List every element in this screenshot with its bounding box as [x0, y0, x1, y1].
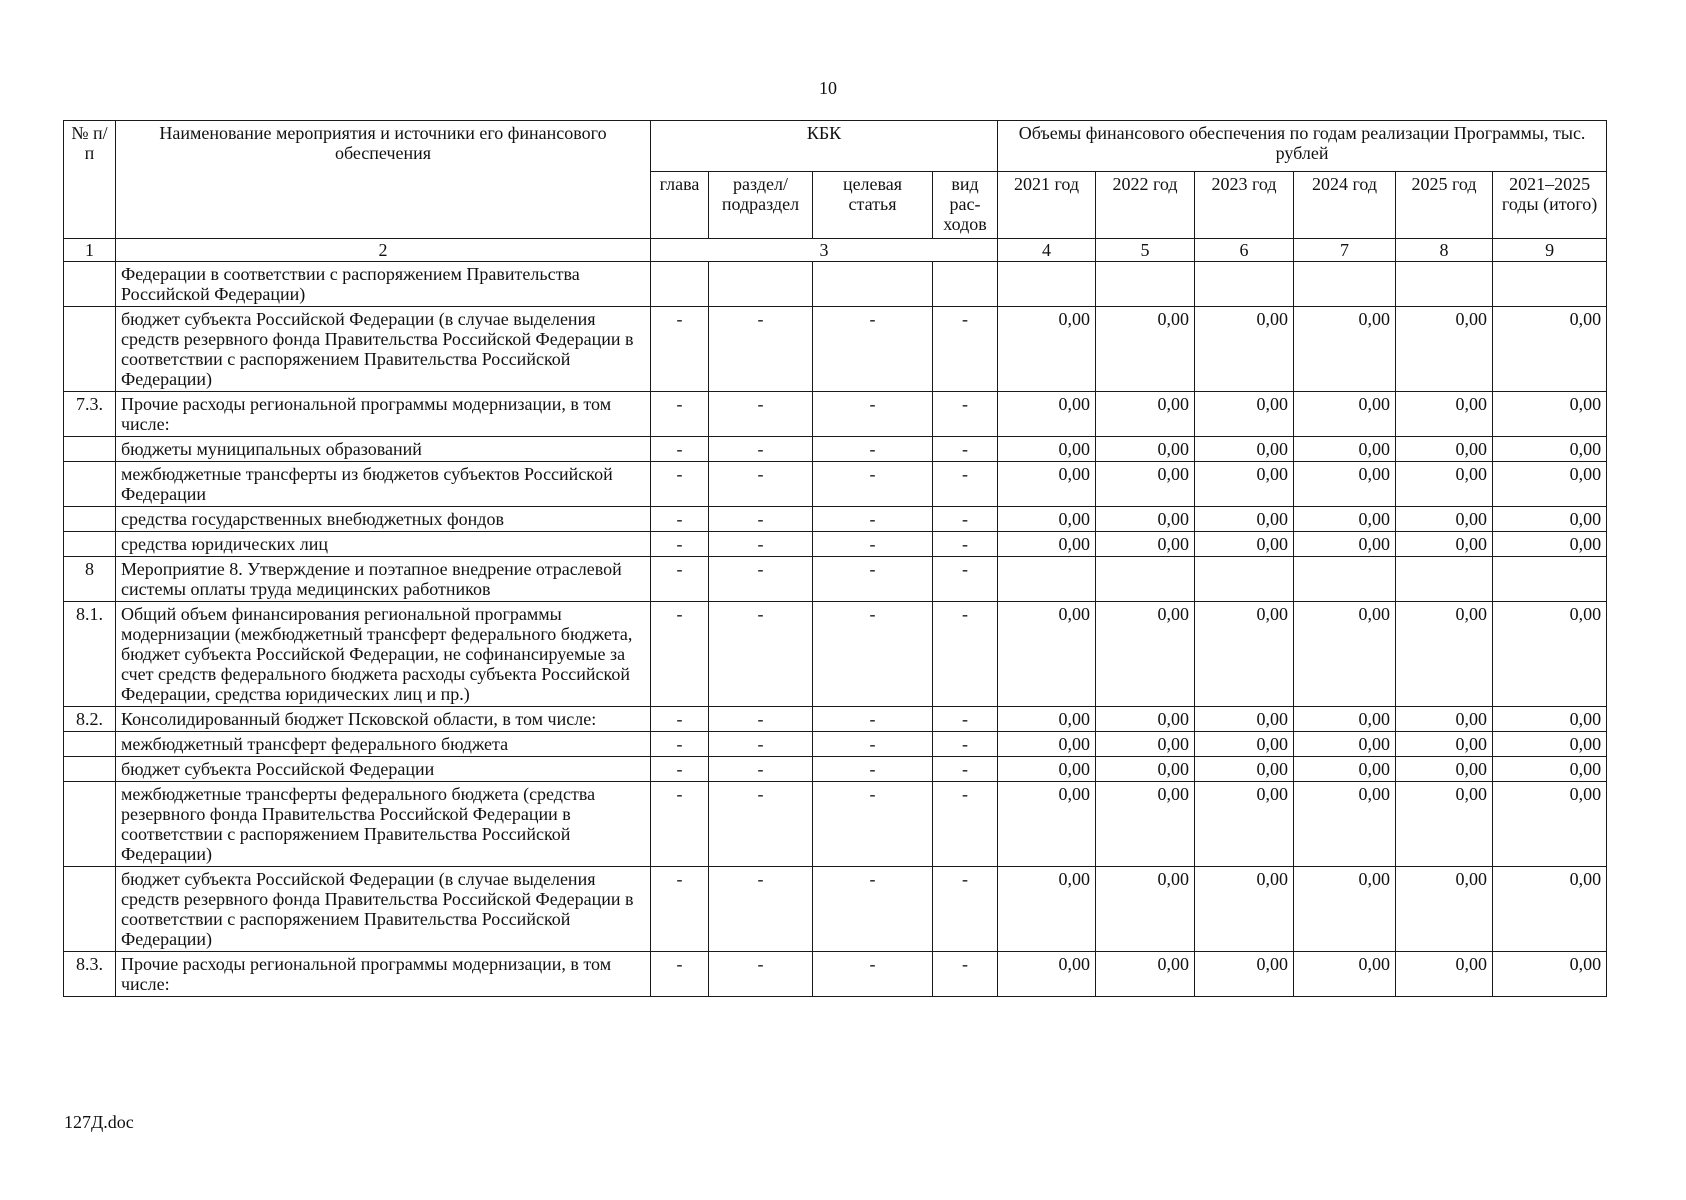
row-value-total: 0,00: [1493, 782, 1607, 867]
row-value-total: [1493, 262, 1607, 307]
row-name: Мероприятие 8. Утверждение и поэтапное внедрение отраслевой системы оплаты труда медицинских работников: [116, 557, 651, 602]
row-num: 8.2.: [64, 707, 116, 732]
row-value-2024: 0,00: [1294, 867, 1396, 952]
row-glava: -: [651, 557, 709, 602]
row-value-2023: 0,00: [1195, 952, 1294, 997]
row-value-2025: 0,00: [1396, 392, 1493, 437]
row-num: [64, 757, 116, 782]
row-celevaya: -: [813, 732, 933, 757]
row-num: 7.3.: [64, 392, 116, 437]
row-value-2025: 0,00: [1396, 732, 1493, 757]
row-num: [64, 867, 116, 952]
row-celevaya: -: [813, 307, 933, 392]
row-vid: -: [933, 867, 998, 952]
row-value-2024: [1294, 557, 1396, 602]
row-num: [64, 782, 116, 867]
row-value-2024: 0,00: [1294, 707, 1396, 732]
row-value-2025: 0,00: [1396, 867, 1493, 952]
table-row: [64, 262, 1607, 307]
row-glava: -: [651, 782, 709, 867]
row-celevaya: -: [813, 602, 933, 707]
table-row: [64, 952, 1607, 997]
row-value-total: 0,00: [1493, 462, 1607, 507]
row-glava: -: [651, 392, 709, 437]
row-value-total: 0,00: [1493, 707, 1607, 732]
row-razdel: -: [709, 462, 813, 507]
row-value-total: 0,00: [1493, 507, 1607, 532]
row-value-2022: 0,00: [1096, 462, 1195, 507]
row-value-2023: 0,00: [1195, 532, 1294, 557]
row-value-2025: 0,00: [1396, 757, 1493, 782]
row-value-2021: 0,00: [998, 867, 1096, 952]
row-value-2025: 0,00: [1396, 437, 1493, 462]
row-value-2023: 0,00: [1195, 782, 1294, 867]
row-name: бюджеты муниципальных образований: [116, 437, 651, 462]
column-number: 3: [651, 239, 998, 262]
column-number: 4: [998, 239, 1096, 262]
header-2024: 2024 год: [1294, 172, 1396, 239]
row-celevaya: [813, 262, 933, 307]
row-value-total: 0,00: [1493, 952, 1607, 997]
row-vid: -: [933, 782, 998, 867]
row-name: межбюджетные трансферты федерального бюджета (средства резервного фонда Правительства Российской Федерации в соответствии с распоряжением Правительства Российской Федерации): [116, 782, 651, 867]
row-num: 8: [64, 557, 116, 602]
row-value-2021: 0,00: [998, 707, 1096, 732]
row-value-2022: 0,00: [1096, 307, 1195, 392]
row-value-2021: 0,00: [998, 602, 1096, 707]
row-celevaya: -: [813, 392, 933, 437]
table-row: [64, 782, 1607, 867]
row-glava: -: [651, 532, 709, 557]
row-value-2024: 0,00: [1294, 602, 1396, 707]
row-num: [64, 462, 116, 507]
row-value-2024: 0,00: [1294, 782, 1396, 867]
table-row: [64, 707, 1607, 732]
column-number: 1: [64, 239, 116, 262]
row-razdel: -: [709, 952, 813, 997]
row-value-2022: 0,00: [1096, 507, 1195, 532]
row-value-2024: 0,00: [1294, 437, 1396, 462]
column-number: 2: [116, 239, 651, 262]
row-glava: -: [651, 867, 709, 952]
header-razdel: раздел/ подраздел: [709, 172, 813, 239]
row-num: [64, 437, 116, 462]
column-number: 7: [1294, 239, 1396, 262]
row-value-2025: 0,00: [1396, 532, 1493, 557]
row-value-2021: 0,00: [998, 952, 1096, 997]
row-vid: -: [933, 757, 998, 782]
row-value-total: 0,00: [1493, 732, 1607, 757]
row-value-2025: [1396, 262, 1493, 307]
row-value-2022: 0,00: [1096, 707, 1195, 732]
row-value-2023: 0,00: [1195, 707, 1294, 732]
row-value-2022: 0,00: [1096, 867, 1195, 952]
row-value-2023: 0,00: [1195, 307, 1294, 392]
row-name: бюджет субъекта Российской Федерации (в случае выделения средств резервного фонда Правительства Российской Федерации в соответствии с распоряжением Правительства Российской Федерации): [116, 307, 651, 392]
row-name: Федерации в соответствии с распоряжением Правительства Российской Федерации): [116, 262, 651, 307]
row-value-2023: 0,00: [1195, 757, 1294, 782]
financing-table: [63, 120, 1607, 997]
row-value-2024: 0,00: [1294, 507, 1396, 532]
row-celevaya: -: [813, 507, 933, 532]
row-razdel: -: [709, 782, 813, 867]
row-vid: -: [933, 507, 998, 532]
row-razdel: -: [709, 392, 813, 437]
column-number: 9: [1493, 239, 1607, 262]
row-razdel: -: [709, 867, 813, 952]
row-num: 8.1.: [64, 602, 116, 707]
row-celevaya: -: [813, 952, 933, 997]
row-value-2024: [1294, 262, 1396, 307]
table-row: [64, 602, 1607, 707]
row-value-2023: 0,00: [1195, 732, 1294, 757]
row-value-2022: 0,00: [1096, 392, 1195, 437]
row-value-2022: 0,00: [1096, 532, 1195, 557]
row-name: Прочие расходы региональной программы модернизации, в том числе:: [116, 952, 651, 997]
row-razdel: -: [709, 732, 813, 757]
row-name: средства юридических лиц: [116, 532, 651, 557]
row-value-2021: [998, 262, 1096, 307]
row-value-2025: 0,00: [1396, 602, 1493, 707]
table-row: [64, 532, 1607, 557]
table-row: [64, 392, 1607, 437]
table-row: [64, 867, 1607, 952]
row-value-2021: 0,00: [998, 392, 1096, 437]
column-number: 5: [1096, 239, 1195, 262]
row-value-2024: 0,00: [1294, 532, 1396, 557]
table-row: [64, 307, 1607, 392]
row-num: [64, 307, 116, 392]
row-value-2025: 0,00: [1396, 707, 1493, 732]
header-2025: 2025 год: [1396, 172, 1493, 239]
row-name: Прочие расходы региональной программы модернизации, в том числе:: [116, 392, 651, 437]
header-row-1: [64, 121, 1607, 172]
row-celevaya: -: [813, 867, 933, 952]
row-value-total: [1493, 557, 1607, 602]
row-value-2022: 0,00: [1096, 602, 1195, 707]
row-glava: -: [651, 507, 709, 532]
header-kbk: КБК: [651, 121, 998, 172]
row-name: бюджет субъекта Российской Федерации (в случае выделения средств резервного фонда Правительства Российской Федерации в соответствии с распоряжением Правительства Российской Федерации): [116, 867, 651, 952]
row-glava: -: [651, 462, 709, 507]
header-celevaya: целевая статья: [813, 172, 933, 239]
row-celevaya: -: [813, 437, 933, 462]
column-number: 8: [1396, 239, 1493, 262]
row-glava: [651, 262, 709, 307]
row-value-2024: 0,00: [1294, 462, 1396, 507]
header-2021: 2021 год: [998, 172, 1096, 239]
row-razdel: -: [709, 307, 813, 392]
row-celevaya: -: [813, 462, 933, 507]
row-celevaya: -: [813, 782, 933, 867]
row-razdel: -: [709, 602, 813, 707]
row-name: Общий объем финансирования региональной программы модернизации (межбюджетный трансферт федерального бюджета, бюджет субъекта Российской Федерации, не софинансируемые за счет средств федерального бюджета расходы субъекта Российской Федерации, средства юридических лиц и пр.): [116, 602, 651, 707]
row-vid: -: [933, 532, 998, 557]
row-value-2021: 0,00: [998, 532, 1096, 557]
table-row: [64, 462, 1607, 507]
header-total: 2021–2025 годы (итого): [1493, 172, 1607, 239]
row-value-2025: 0,00: [1396, 782, 1493, 867]
header-vid: вид рас-ходов: [933, 172, 998, 239]
row-value-2021: 0,00: [998, 782, 1096, 867]
row-value-2025: 0,00: [1396, 507, 1493, 532]
row-num: [64, 262, 116, 307]
table-row: [64, 757, 1607, 782]
row-razdel: -: [709, 707, 813, 732]
row-value-2022: [1096, 262, 1195, 307]
row-glava: -: [651, 307, 709, 392]
row-value-2022: [1096, 557, 1195, 602]
row-value-total: 0,00: [1493, 437, 1607, 462]
row-value-total: 0,00: [1493, 307, 1607, 392]
row-num: [64, 507, 116, 532]
row-value-2025: 0,00: [1396, 462, 1493, 507]
row-value-2023: 0,00: [1195, 437, 1294, 462]
row-vid: [933, 262, 998, 307]
row-razdel: -: [709, 532, 813, 557]
row-value-total: 0,00: [1493, 757, 1607, 782]
row-value-2023: 0,00: [1195, 867, 1294, 952]
row-value-2022: 0,00: [1096, 952, 1195, 997]
row-value-2024: 0,00: [1294, 757, 1396, 782]
header-name: Наименование мероприятия и источники его финансового обеспечения: [116, 121, 651, 239]
header-2023: 2023 год: [1195, 172, 1294, 239]
row-value-2024: 0,00: [1294, 307, 1396, 392]
row-value-2023: [1195, 557, 1294, 602]
row-celevaya: -: [813, 557, 933, 602]
row-vid: -: [933, 307, 998, 392]
row-value-2021: 0,00: [998, 462, 1096, 507]
row-name: Консолидированный бюджет Псковской области, в том числе:: [116, 707, 651, 732]
row-celevaya: -: [813, 532, 933, 557]
row-vid: -: [933, 707, 998, 732]
row-value-2021: 0,00: [998, 437, 1096, 462]
row-razdel: -: [709, 757, 813, 782]
row-razdel: -: [709, 557, 813, 602]
row-num: [64, 532, 116, 557]
row-value-2021: 0,00: [998, 507, 1096, 532]
row-value-total: 0,00: [1493, 602, 1607, 707]
header-2022: 2022 год: [1096, 172, 1195, 239]
row-value-2021: 0,00: [998, 732, 1096, 757]
row-value-2022: 0,00: [1096, 437, 1195, 462]
row-name: средства государственных внебюджетных фондов: [116, 507, 651, 532]
row-value-2021: 0,00: [998, 757, 1096, 782]
header-num: № п/п: [64, 121, 116, 239]
row-name: межбюджетный трансферт федерального бюджета: [116, 732, 651, 757]
row-value-2025: [1396, 557, 1493, 602]
row-value-total: 0,00: [1493, 532, 1607, 557]
row-vid: -: [933, 392, 998, 437]
row-value-2024: 0,00: [1294, 392, 1396, 437]
row-glava: -: [651, 602, 709, 707]
row-vid: -: [933, 952, 998, 997]
row-celevaya: -: [813, 707, 933, 732]
table-row: [64, 557, 1607, 602]
row-value-2021: [998, 557, 1096, 602]
row-value-2024: 0,00: [1294, 952, 1396, 997]
row-value-total: 0,00: [1493, 392, 1607, 437]
row-value-2022: 0,00: [1096, 732, 1195, 757]
row-name: межбюджетные трансферты из бюджетов субъектов Российской Федерации: [116, 462, 651, 507]
page-number: 10: [819, 78, 837, 98]
row-vid: -: [933, 602, 998, 707]
header-glava: глава: [651, 172, 709, 239]
file-name-footer: 127Д.doc: [64, 1112, 134, 1132]
column-number: 6: [1195, 239, 1294, 262]
row-glava: -: [651, 952, 709, 997]
row-num: [64, 732, 116, 757]
column-numbers-row: [64, 239, 1607, 262]
row-vid: -: [933, 437, 998, 462]
row-value-2022: 0,00: [1096, 782, 1195, 867]
row-value-2022: 0,00: [1096, 757, 1195, 782]
row-glava: -: [651, 707, 709, 732]
row-glava: -: [651, 732, 709, 757]
row-value-2024: 0,00: [1294, 732, 1396, 757]
row-value-2023: [1195, 262, 1294, 307]
row-vid: -: [933, 462, 998, 507]
row-value-2025: 0,00: [1396, 307, 1493, 392]
row-value-2023: 0,00: [1195, 602, 1294, 707]
table-row: [64, 732, 1607, 757]
row-vid: -: [933, 557, 998, 602]
row-value-2023: 0,00: [1195, 507, 1294, 532]
row-name: бюджет субъекта Российской Федерации: [116, 757, 651, 782]
table-row: [64, 507, 1607, 532]
row-value-2025: 0,00: [1396, 952, 1493, 997]
row-value-2021: 0,00: [998, 307, 1096, 392]
row-value-2023: 0,00: [1195, 392, 1294, 437]
row-glava: -: [651, 757, 709, 782]
row-value-total: 0,00: [1493, 867, 1607, 952]
row-razdel: [709, 262, 813, 307]
row-value-2023: 0,00: [1195, 462, 1294, 507]
row-vid: -: [933, 732, 998, 757]
row-celevaya: -: [813, 757, 933, 782]
row-razdel: -: [709, 437, 813, 462]
header-volumes: Объемы финансового обеспечения по годам реализации Программы, тыс. рублей: [998, 121, 1607, 172]
row-num: 8.3.: [64, 952, 116, 997]
row-glava: -: [651, 437, 709, 462]
table-row: [64, 437, 1607, 462]
row-razdel: -: [709, 507, 813, 532]
